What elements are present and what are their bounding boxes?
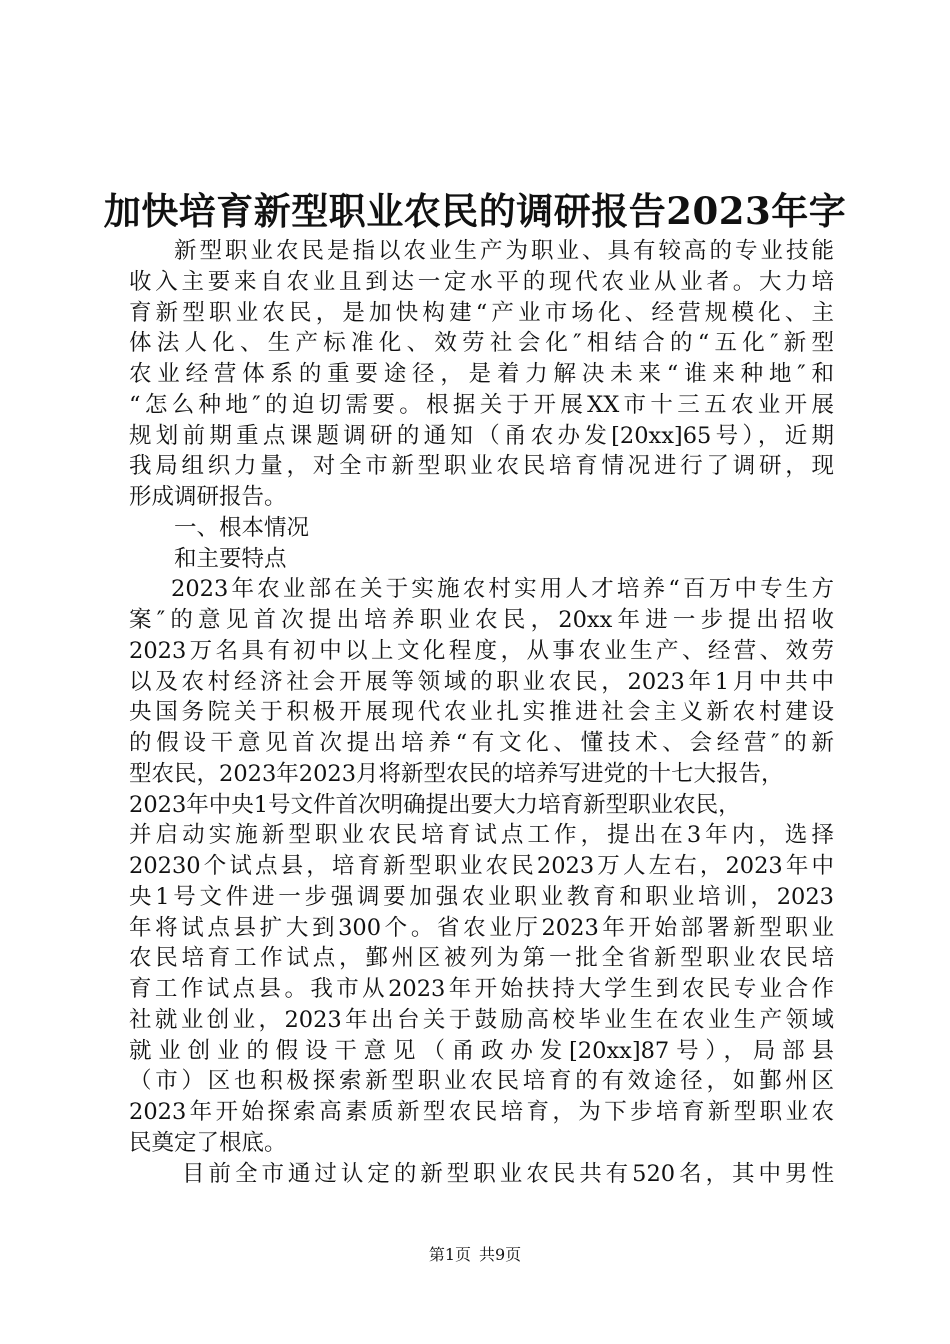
body-line: 收入主要来自农业且到达一定水平的现代农业从业者。大力培: [129, 268, 834, 295]
body-line: 规划前期重点课题调研的通知（甬农办发[20xx]65号），近期: [129, 422, 834, 449]
body-line: 2023年开始探索高素质新型农民培育，为下步培育新型职业农: [129, 1099, 834, 1125]
body-line: 并启动实施新型职业农民培育试点工作，提出在3年内，选择: [129, 822, 834, 849]
page-number: 第1页: [428, 1245, 471, 1264]
document-title: 加快培育新型职业农民的调研报告2023年字: [103, 189, 847, 233]
body-line: 2023年农业部在关于实施农村实用人才培养“百万中专生方: [171, 576, 834, 603]
body-line: 体法人化、生产标准化、效劳社会化″相结合的“五化″新型: [129, 330, 834, 357]
page-footer: [0, 1244, 950, 1266]
body-line: 20230个试点县，培育新型职业农民2023万人左右，2023年中: [129, 853, 834, 879]
body-line: 案″的意见首次提出培养职业农民，20xx年进一步提出招收: [129, 607, 834, 633]
body-line: 型农民，2023年2023月将新型农民的培养写进党的十七大报告，: [129, 760, 784, 787]
body-line: 农业经营体系的重要途径，是着力解决未来“谁来种地″和: [129, 361, 834, 387]
body-line: 我局组织力量，对全市新型职业农民培育情况进行了调研，现: [129, 453, 834, 480]
body-line: 育新型职业农民，是加快构建“产业市场化、经营规模化、主: [129, 299, 834, 326]
body-line: 目前全市通过认定的新型职业农民共有520名，其中男性: [182, 1160, 834, 1187]
body-line: 的假设干意见首次提出培养“有文化、懂技术、会经营″的新: [129, 730, 834, 756]
body-line: 以及农村经济社会开展等领域的职业农民，2023年1月中共中: [129, 668, 834, 695]
body-line: 年将试点县扩大到300个。省农业厅2023年开始部署新型职业: [129, 914, 834, 941]
section-heading: 一、根本情况: [174, 514, 310, 541]
section-heading: 和主要特点: [174, 545, 287, 572]
body-line: “怎么种地″的迫切需要。根据关于开展XX市十三五农业开展: [129, 391, 834, 418]
body-line: （市）区也积极探索新型职业农民培育的有效途径，如鄞州区: [129, 1068, 834, 1095]
body-line: 就业创业的假设干意见（甬政办发[20xx]87号），局部县: [129, 1037, 834, 1064]
page-total: 共9页: [479, 1245, 522, 1264]
body-line: 社就业创业，2023年出台关于鼓励高校毕业生在农业生产领域: [129, 1006, 834, 1033]
body-line: 2023年中央1号文件首次明确提出要大力培育新型职业农民，: [129, 791, 741, 818]
body-line: 新型职业农民是指以农业生产为职业、具有较高的专业技能: [174, 238, 834, 264]
body-line: 育工作试点县。我市从2023年开始扶持大学生到农民专业合作: [129, 976, 834, 1002]
body-line: 形成调研报告。: [129, 484, 287, 510]
body-line: 农民培育工作试点，鄞州区被列为第一批全省新型职业农民培: [129, 945, 834, 972]
body-line: 央国务院关于积极开展现代农业扎实推进社会主义新农村建设: [129, 699, 834, 726]
body-line: 2023万名具有初中以上文化程度，从事农业生产、经营、效劳: [129, 637, 834, 664]
document-body: [129, 236, 834, 1189]
body-line: 民奠定了根底。: [129, 1129, 287, 1156]
body-line: 央1号文件进一步强调要加强农业职业教育和职业培训，2023: [129, 883, 834, 910]
